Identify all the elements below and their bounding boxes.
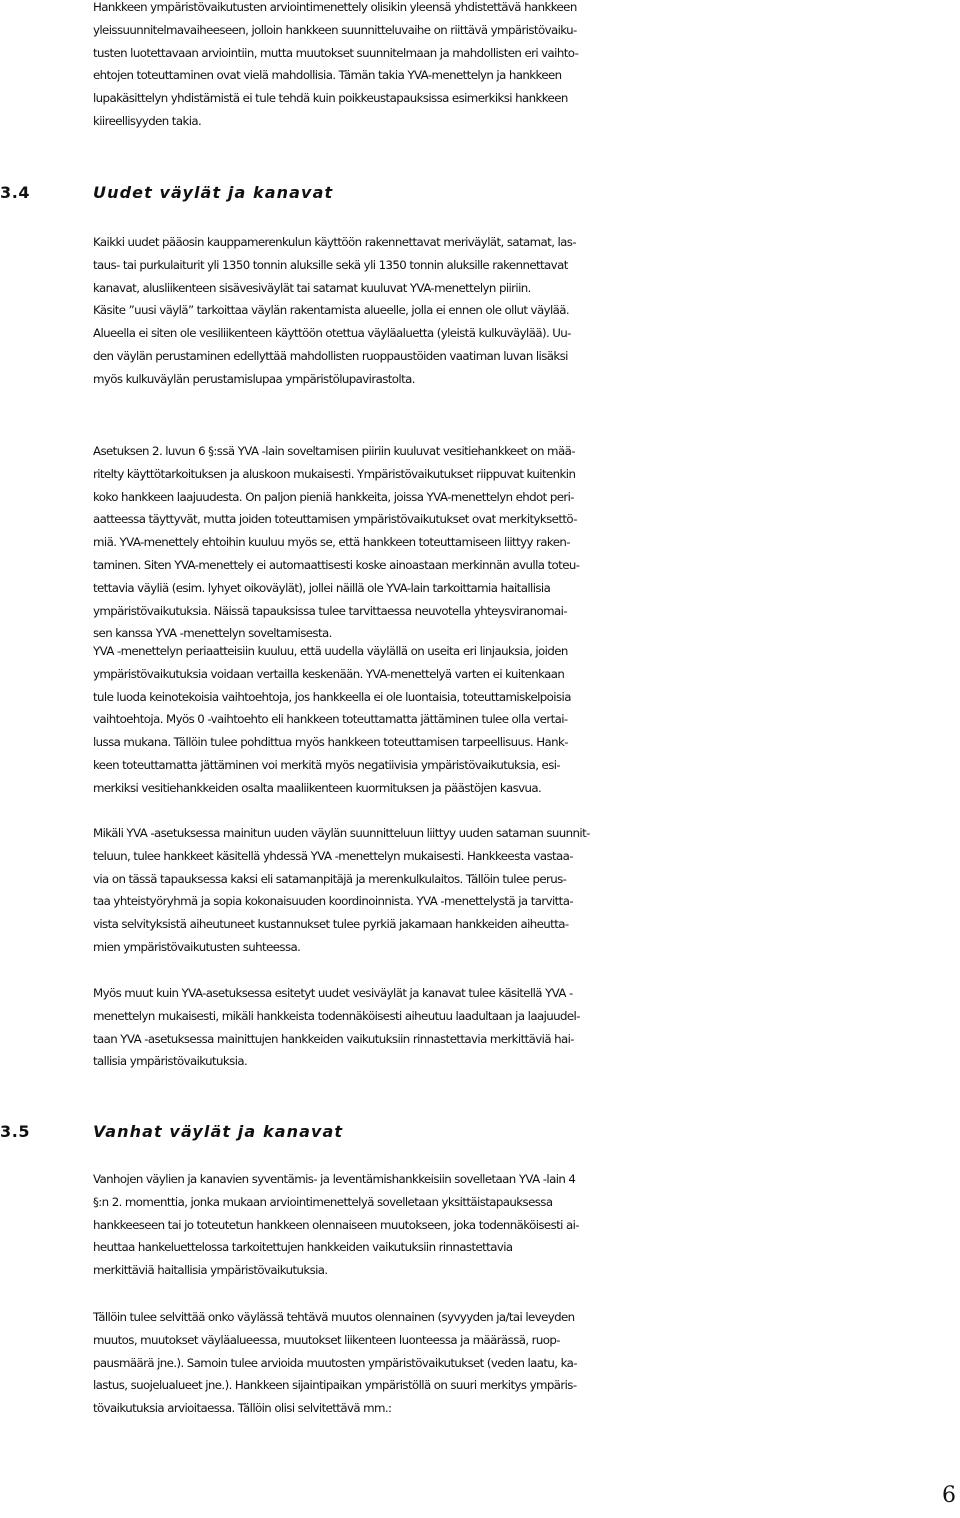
text-line: Vanhojen väylien ja kanavien syventämis- ja leventämishankkeisiin sovelletaan YVA -lain 4 (93, 1172, 576, 1186)
text-line: Alueella ei siten ole vesiliikenteen käyttöön otettua väyläaluetta (yleistä kulkuväylää). Uu- (93, 326, 571, 341)
section-3-5-paragraph-1 (93, 1168, 953, 1282)
text-line: taan YVA -asetuksessa mainittujen hankkeiden vaikutuksiin rinnastettavia merkittäviä hai- (93, 1031, 574, 1046)
intro-paragraph (93, 0, 953, 133)
text-line: menettelyn mukaisesti, mikäli hankkeista todennäköisesti aiheutuu laadultaan ja laajuudel- (93, 1008, 580, 1023)
text-line: lussa mukana. Tällöin tulee pohdittua myös hankkeen toteuttamisen tarpeellisuus. Hank- (93, 735, 568, 750)
text-line: heuttaa hankeluettelossa tarkoitettujen hankkeiden vaikutuksiin rinnastettavia (93, 1240, 513, 1255)
text-line: myös kulkuväylän perustamislupaa ympäristölupavirastolta. (93, 371, 415, 386)
text-line: tettavia väyliä (esim. lyhyet oikoväylät), jollei näillä ole YVA-lain tarkoittamia haitallisia (93, 580, 551, 595)
text-line: muutos, muutokset väyläalueessa, muutokset liikenteen luonteessa ja määrässä, ruop- (93, 1332, 560, 1347)
text-line: Asetuksen 2. luvun 6 §:ssä YVA -lain soveltamisen piiriin kuuluvat vesitiehankkeet on mää- (93, 444, 575, 458)
text-line: kanavat, alusliikenteen sisävesiväylät tai satamat kuuluvat YVA-menettelyn piiriin. (93, 280, 531, 295)
text-line: tule luoda keinotekoisia vaihtoehtoja, jos hankkeella ei ole luontaisia, toteuttamiskelpoisia (93, 689, 571, 704)
text-line: Hankkeen ympäristövaikutusten arviointimenettely olisikin yleensä yhdistettävä hankkeen (93, 0, 577, 14)
section-3-4-paragraph-4 (93, 822, 953, 959)
text-line: koko hankkeen laajuudesta. On paljon pieniä hankkeita, joissa YVA-menettelyn ehdot peri- (93, 489, 574, 504)
section-3-4-paragraph-3 (93, 640, 953, 800)
text-line: taus- tai purkulaiturit yli 1350 tonnin aluksille sekä yli 1350 tonnin aluksille rakennettavat (93, 257, 568, 272)
text-line: mien ympäristövaikutusten suhteessa. (93, 939, 301, 954)
page-number: 6 (942, 1483, 956, 1508)
section-3-4-paragraph-1 (93, 231, 953, 391)
text-line: sen kanssa YVA -menettelyn soveltamisesta. (93, 626, 332, 641)
text-line: hankkeeseen tai jo toteutetun hankkeen olennaiseen muutokseen, joka todennäköisesti ai- (93, 1217, 579, 1232)
text-line: Tällöin tulee selvittää onko väylässä tehtävä muutos olennainen (syvyyden ja/tai leveyden (93, 1310, 575, 1324)
text-line: lupakäsittelyn yhdistämistä ei tule tehdä kuin poikkeustapauksissa esimerkiksi hankkeen (93, 91, 568, 106)
text-line: vista selvityksistä aiheutuneet kustannukset tulee pyrkiä jakamaan hankkeiden aiheutta- (93, 917, 569, 932)
section-number: 3.4 (0, 183, 31, 202)
text-line: taminen. Siten YVA-menettely ei automaattisesti koske ainoastaan merkinnän avulla toteu- (93, 557, 580, 572)
section-title: Uudet väylät ja kanavat (93, 183, 334, 202)
text-line: via on tässä tapauksessa kaksi eli satamanpitäjä ja merenkulkulaitos. Tällöin tulee perus- (93, 871, 567, 886)
text-line: vaihtoehtoja. Myös 0 -vaihtoehto eli hankkeen toteuttamatta jättäminen tulee olla vertai- (93, 712, 568, 727)
text-line: aatteessa täyttyvät, mutta joiden toteuttamisen ympäristövaikutukset ovat merkityksettö- (93, 512, 577, 527)
text-line: pausmäärä jne.). Samoin tulee arvioida muutosten ympäristövaikutukset (veden laatu, ka- (93, 1355, 577, 1370)
text-line: tallisia ympäristövaikutuksia. (93, 1054, 248, 1069)
text-line: merkittäviä haitallisia ympäristövaikutuksia. (93, 1263, 328, 1278)
section-3-5-paragraph-2 (93, 1306, 953, 1420)
text-line: taa yhteistyöryhmä ja sopia kokonaisuuden koordinoinnista. YVA -menettelystä ja tarvitta- (93, 894, 573, 909)
section-number: 3.5 (0, 1122, 31, 1141)
text-line: YVA -menettelyn periaatteisiin kuuluu, että uudella väylällä on useita eri linjauksia, joiden (93, 644, 568, 658)
text-line: Kaikki uudet pääosin kauppamerenkulun käyttöön rakennettavat meriväylät, satamat, las- (93, 235, 577, 249)
text-line: merkiksi vesitiehankkeiden osalta maaliikenteen kuormituksen ja päästöjen kasvua. (93, 780, 542, 795)
text-line: den väylän perustaminen edellyttää mahdollisten ruoppaustöiden vaatiman luvan lisäksi (93, 348, 568, 363)
text-line: §:n 2. momenttia, jonka mukaan arviointimenettelyä sovelletaan yksittäistapauksessa (93, 1194, 553, 1209)
text-line: ritelty käyttötarkoituksen ja aluskoon mukaisesti. Ympäristövaikutukset riippuvat kuitenkin (93, 466, 576, 481)
text-line: kiireellisyyden takia. (93, 113, 202, 128)
text-line: keen toteuttamatta jättäminen voi merkitä myös negatiivisia ympäristövaikutuksia, esi- (93, 757, 561, 772)
section-3-4-heading (0, 183, 960, 207)
text-line: Käsite ”uusi väylä” tarkoittaa väylän rakentamista alueelle, jolla ei ennen ole ollut väylää. (93, 303, 570, 318)
text-line: yleissuunnitelmavaiheeseen, jolloin hankkeen suunnitteluvaihe on riittävä ympäristövaiku- (93, 22, 577, 37)
text-line: miä. YVA-menettely ehtoihin kuuluu myös se, että hankkeen toteuttamiseen liittyy raken- (93, 535, 570, 550)
section-3-4-paragraph-2 (93, 440, 953, 645)
text-line: Mikäli YVA -asetuksessa mainitun uuden väylän suunnitteluun liittyy uuden sataman suunnit- (93, 826, 590, 840)
text-line: Myös muut kuin YVA-asetuksessa esitetyt uudet vesiväylät ja kanavat tulee käsitellä YVA - (93, 986, 573, 1000)
text-line: tövaikutuksia arvioitaessa. Tällöin olisi selvitettävä mm.: (93, 1401, 392, 1416)
section-title: Vanhat väylät ja kanavat (93, 1122, 344, 1141)
text-line: ympäristövaikutuksia. Näissä tapauksissa tulee tarvittaessa neuvotella yhteysviranomai- (93, 603, 568, 618)
text-line: lastus, suojelualueet jne.). Hankkeen sijaintipaikan ympäristöllä on suuri merkitys ympäris- (93, 1378, 577, 1393)
text-line: ehtojen toteuttaminen ovat vielä mahdollisia. Tämän takia YVA-menettelyn ja hankkeen (93, 68, 562, 83)
text-line: tusten luotettavaan arviointiin, mutta muutokset suunnitelmaan ja mahdollisten eri vaihto- (93, 45, 579, 60)
text-line: teluun, tulee hankkeet käsitellä yhdessä YVA -menettelyn mukaisesti. Hankkeesta vastaa- (93, 848, 573, 863)
section-3-5-heading (0, 1122, 960, 1146)
section-3-4-paragraph-5 (93, 982, 953, 1073)
text-line: ympäristövaikutuksia voidaan vertailla keskenään. YVA-menettelyä varten ei kuitenkaan (93, 666, 565, 681)
